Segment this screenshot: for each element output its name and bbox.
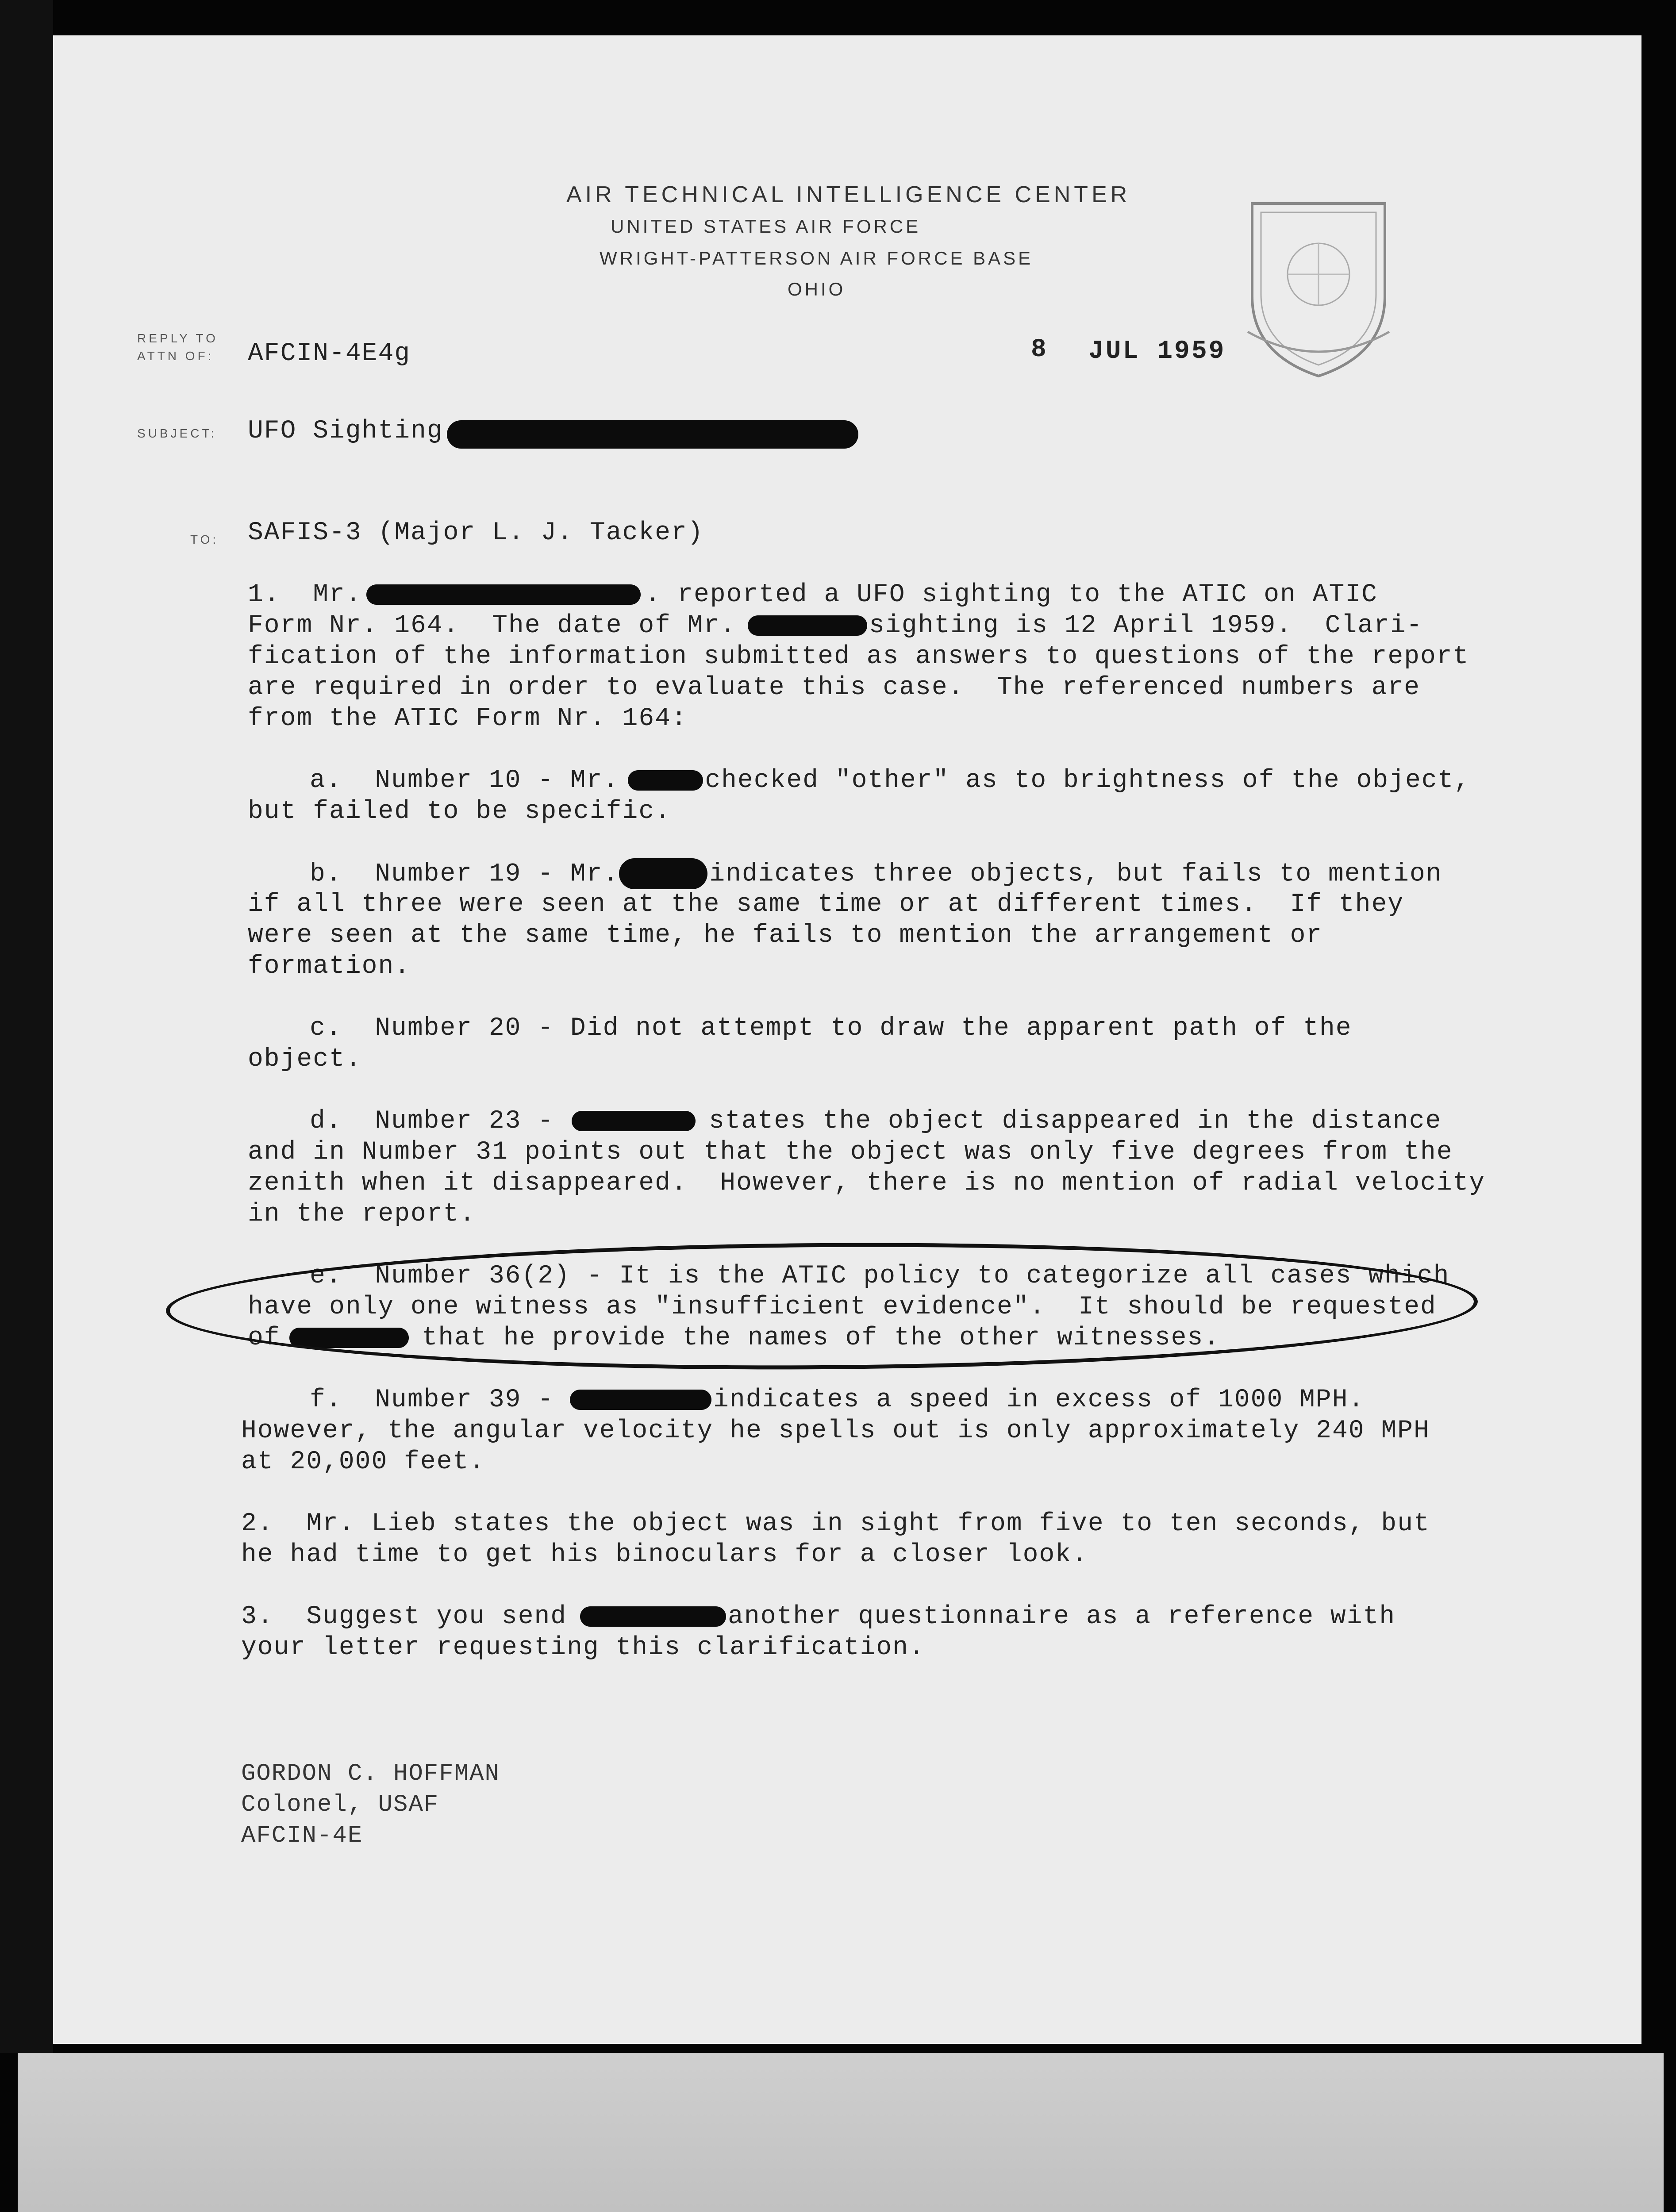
para2-line-1: 2. Mr. Lieb states the object was in sight from five to ten seconds, but (241, 1509, 1430, 1538)
redaction-mark (748, 615, 867, 636)
item-f-line-1: f. Number 39 - indicates a speed in excess of 1000 MPH. (310, 1386, 1365, 1414)
item-f-line-3: at 20,000 feet. (241, 1448, 486, 1476)
para3-line-2: your letter requesting this clarification. (241, 1633, 925, 1662)
item-a-line-1: a. Number 10 - Mr. checked "other" as to brightness of the object, (310, 766, 1471, 795)
para1-line-3: fication of the information submitted as answers to questions of the report (248, 642, 1469, 671)
redaction-mark (580, 1606, 726, 1627)
item-b-line-3: were seen at the same time, he fails to mention the arrangement or (248, 921, 1323, 950)
item-b-line-4: formation. (248, 952, 411, 981)
redaction-mark (447, 420, 858, 449)
date-day: 8 (1031, 335, 1048, 364)
redaction-mark (570, 1390, 711, 1410)
para1-line-4: are required in order to evaluate this case. The referenced numbers are (248, 673, 1421, 702)
item-b-line-1: b. Number 19 - Mr. indicates three objects, but fails to mention (310, 858, 1442, 890)
item-e-line-2: have only one witness as "insufficient evidence". It should be requested (248, 1293, 1437, 1321)
letterhead-line-4: OHIO (788, 279, 846, 300)
reply-to-label: REPLY TO (137, 331, 218, 345)
item-a-line-2: but failed to be specific. (248, 797, 671, 826)
redaction-mark (366, 584, 641, 605)
item-d-line-1: d. Number 23 - states the object disappeared in the distance (310, 1107, 1442, 1136)
para1-line-2: Form Nr. 164. The date of Mr. sighting is 12 April 1959. Clari- (248, 611, 1423, 640)
item-c-line-1: c. Number 20 - Did not attempt to draw the apparent path of the (310, 1014, 1352, 1043)
item-d-line-4: in the report. (248, 1200, 476, 1229)
subject-label: SUBJECT: (137, 426, 217, 440)
redaction-mark (619, 858, 707, 889)
air-force-seal-icon (1234, 186, 1403, 380)
signature-office: AFCIN-4E (241, 1822, 363, 1849)
subject-value: UFO Sighting (248, 417, 443, 445)
para1-line-5: from the ATIC Form Nr. 164: (248, 704, 688, 733)
letterhead-line-1: AIR TECHNICAL INTELLIGENCE CENTER (566, 182, 1131, 207)
reply-to-value: AFCIN-4E4g (248, 339, 411, 368)
to-label: TO: (190, 533, 219, 546)
para3-line-1: 3. Suggest you send another questionnaire as a reference with (241, 1602, 1396, 1631)
item-e-line-1: e. Number 36(2) - It is the ATIC policy to categorize all cases which (310, 1262, 1450, 1290)
date-month-year: JUL 1959 (1088, 337, 1226, 366)
attn-of-label: ATTN OF: (137, 349, 214, 363)
lower-page-area (18, 2053, 1664, 2212)
item-b-line-2: if all three were seen at the same time or at different times. If they (248, 890, 1404, 919)
to-value: SAFIS-3 (Major L. J. Tacker) (248, 518, 704, 547)
para1-line-1: 1. Mr. . reported a UFO sighting to the ATIC on ATIC (248, 580, 1378, 609)
film-edge (0, 0, 53, 2053)
letterhead-line-2: UNITED STATES AIR FORCE (611, 216, 921, 237)
item-e-line-3: of that he provide the names of the other witnesses. (248, 1324, 1220, 1352)
letterhead-line-3: WRIGHT-PATTERSON AIR FORCE BASE (600, 248, 1034, 269)
item-d-line-3: zenith when it disappeared. However, there is no mention of radial velocity (248, 1169, 1486, 1198)
item-d-line-2: and in Number 31 points out that the object was only five degrees from the (248, 1138, 1453, 1167)
redaction-mark (572, 1111, 696, 1131)
item-c-line-2: object. (248, 1045, 362, 1074)
para2-line-2: he had time to get his binoculars for a closer look. (241, 1540, 1088, 1569)
signature-rank: Colonel, USAF (241, 1791, 439, 1818)
signature-name: GORDON C. HOFFMAN (241, 1760, 500, 1787)
redaction-mark (628, 770, 703, 791)
item-f-line-2: However, the angular velocity he spells out is only approximately 240 MPH (241, 1417, 1430, 1445)
